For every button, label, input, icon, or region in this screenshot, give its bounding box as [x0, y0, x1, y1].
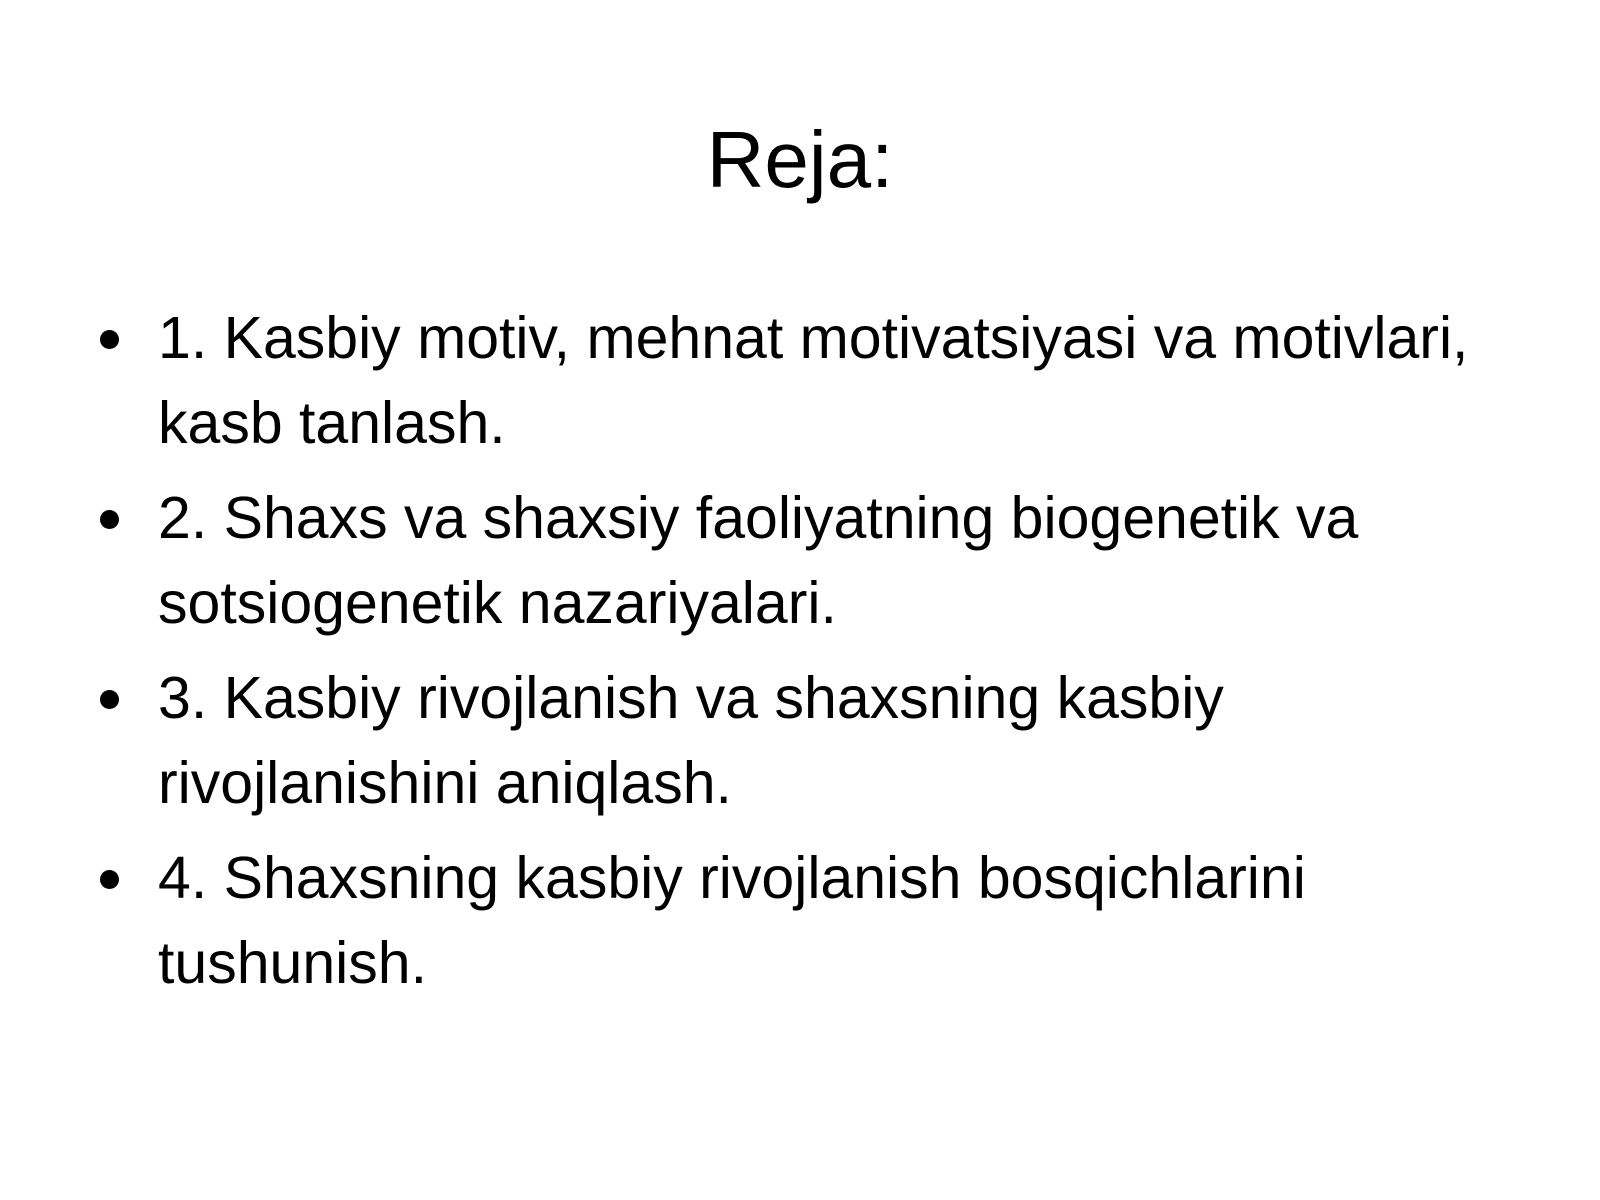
bullet-icon	[100, 510, 119, 529]
bullet-icon	[100, 690, 119, 709]
list-item	[96, 476, 1496, 646]
bullet-icon	[100, 870, 119, 889]
list-item-text: 1. Kasbiy motiv, mehnat motivatsiyasi va motivlari, kasb tanlash.	[158, 305, 1469, 456]
slide-title: Reja:	[706, 115, 894, 204]
list-item-text: 3. Kasbiy rivojlanish va shaxsning kasbiy rivojlanishini aniqlash.	[158, 665, 1224, 816]
bullet-list	[96, 296, 1496, 1016]
list-item-text: 4. Shaxsning kasbiy rivojlanish bosqichlarini tushunish.	[158, 845, 1306, 996]
list-item	[96, 296, 1496, 466]
list-item	[96, 836, 1496, 1006]
bullet-icon	[100, 330, 119, 349]
list-item	[96, 656, 1496, 826]
list-item-text: 2. Shaxs va shaxsiy faoliyatning biogenetik va sotsiogenetik nazariyalari.	[158, 485, 1359, 636]
